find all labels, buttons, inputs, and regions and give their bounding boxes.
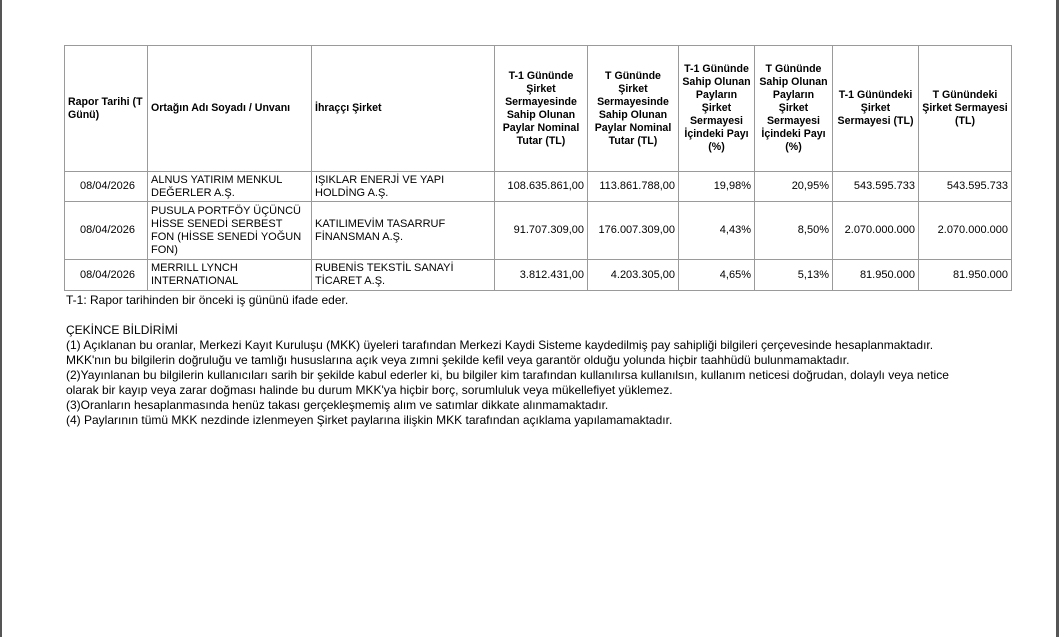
shareholding-table	[64, 45, 1012, 291]
cell-t-capital: 81.950.000	[919, 260, 1012, 291]
cell-report-date: 08/04/2026	[65, 172, 148, 202]
cell-t-nominal: 113.861.788,00	[588, 172, 679, 202]
cell-issuer-company: KATILIMEVİM TASARRUF FİNANSMAN A.Ş.	[312, 202, 495, 260]
disclaimer-item-4: (4) Paylarının tümü MKK nezdinde izlenmeyen Şirket paylarına ilişkin MKK tarafından açıklama yapılamamaktadır.	[66, 413, 673, 427]
header-t-capital: T Günündeki Şirket Sermayesi (TL)	[919, 46, 1012, 172]
header-partner-name: Ortağın Adı Soyadı / Unvanı	[148, 46, 312, 172]
cell-t1-share-pct: 19,98%	[679, 172, 755, 202]
cell-t1-share-pct: 4,43%	[679, 202, 755, 260]
cell-t1-nominal: 91.707.309,00	[495, 202, 588, 260]
cell-partner-name: MERRILL LYNCH INTERNATIONAL	[148, 260, 312, 291]
cell-t-capital: 2.070.000.000	[919, 202, 1012, 260]
cell-partner-name: ALNUS YATIRIM MENKUL DEĞERLER A.Ş.	[148, 172, 312, 202]
cell-t1-capital: 81.950.000	[833, 260, 919, 291]
cell-issuer-company: IŞIKLAR ENERJİ VE YAPI HOLDİNG A.Ş.	[312, 172, 495, 202]
cell-t-capital: 543.595.733	[919, 172, 1012, 202]
page-frame-right	[1056, 0, 1059, 637]
cell-t-share-pct: 8,50%	[755, 202, 833, 260]
cell-t-nominal: 4.203.305,00	[588, 260, 679, 291]
header-t1-capital: T-1 Günündeki Şirket Sermayesi (TL)	[833, 46, 919, 172]
disclaimer-item-1: (1) Açıklanan bu oranlar, Merkezi Kayıt Kuruluşu (MKK) üyeleri tarafından Merkezi Kaydi Sisteme kaydedilmiş pay sahipliği bilgileri çerçevesinde hesaplanmaktadır. MKK'nın bu bilgilerin doğruluğu ve tamlığı hususlarına açık veya zımni şekilde kefil veya garantör olduğu yolunda hiçbir taahhüdü bulunmamaktadır.	[66, 338, 934, 367]
table-row	[65, 202, 1012, 260]
cell-t1-nominal: 3.812.431,00	[495, 260, 588, 291]
cell-t-share-pct: 5,13%	[755, 260, 833, 291]
page-frame-left	[0, 0, 2, 637]
cell-t-share-pct: 20,95%	[755, 172, 833, 202]
table-header-row	[65, 46, 1012, 172]
cell-t1-capital: 543.595.733	[833, 172, 919, 202]
cell-t1-nominal: 108.635.861,00	[495, 172, 588, 202]
disclaimer-section	[66, 323, 966, 428]
header-t1-share-pct: T-1 Gününde Sahip Olunan Payların Şirket Sermayesi İçindeki Payı (%)	[679, 46, 755, 172]
cell-partner-name: PUSULA PORTFÖY ÜÇÜNCÜ HİSSE SENEDİ SERBEST FON (HİSSE SENEDİ YOĞUN FON)	[148, 202, 312, 260]
cell-t-nominal: 176.007.309,00	[588, 202, 679, 260]
cell-report-date: 08/04/2026	[65, 202, 148, 260]
cell-t1-share-pct: 4,65%	[679, 260, 755, 291]
table-row	[65, 260, 1012, 291]
table-row	[65, 172, 1012, 202]
disclaimer-item-2: (2)Yayınlanan bu bilgilerin kullanıcıları sarih bir şekilde kabul ederler ki, bu bilgiler kim tarafından kullanılırsa kullanılsın, kullanım neticesi doğrudan, dolaylı veya netice olarak bir kayıp veya zarar doğması halinde bu durum MKK'ya hiçbir borç, sorumluluk veya mükellefiyet yüklemez.	[66, 368, 949, 397]
header-t1-nominal: T-1 Gününde Şirket Sermayesinde Sahip Olunan Paylar Nominal Tutar (TL)	[495, 46, 588, 172]
cell-t1-capital: 2.070.000.000	[833, 202, 919, 260]
cell-issuer-company: RUBENİS TEKSTİL SANAYİ TİCARET A.Ş.	[312, 260, 495, 291]
t1-footnote: T-1: Rapor tarihinden bir önceki iş gününü ifade eder.	[66, 293, 349, 307]
disclaimer-title: ÇEKİNCE BİLDİRİMİ	[66, 323, 179, 337]
cell-report-date: 08/04/2026	[65, 260, 148, 291]
header-t-share-pct: T Gününde Sahip Olunan Payların Şirket Sermayesi İçindeki Payı (%)	[755, 46, 833, 172]
header-report-date: Rapor Tarihi (T Günü)	[65, 46, 148, 172]
disclaimer-item-3: (3)Oranların hesaplanmasında henüz takası gerçekleşmemiş alım ve satımlar dikkate alınmamaktadır.	[66, 398, 609, 412]
header-issuer-company: İhraççı Şirket	[312, 46, 495, 172]
header-t-nominal: T Gününde Şirket Sermayesinde Sahip Olunan Paylar Nominal Tutar (TL)	[588, 46, 679, 172]
